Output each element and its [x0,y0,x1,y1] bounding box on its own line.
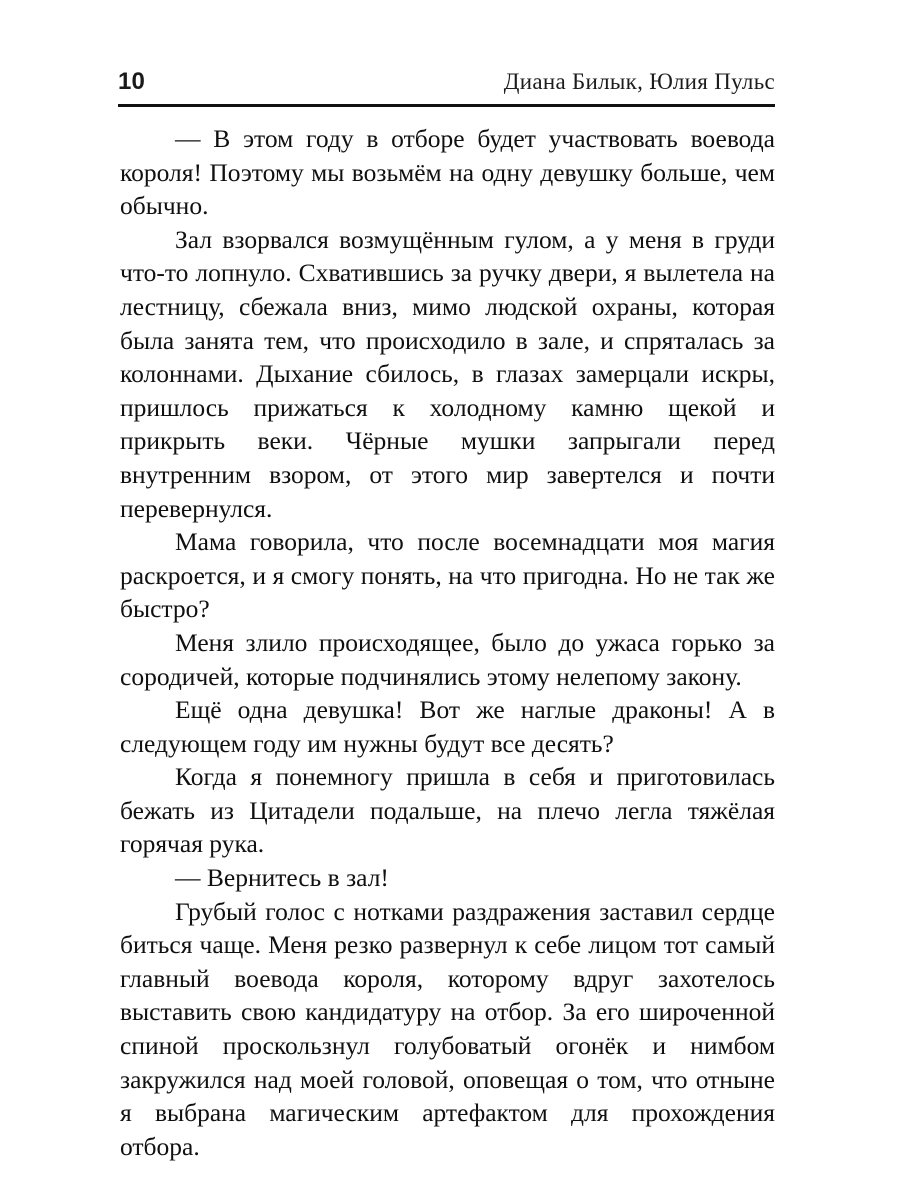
body-paragraph: — В этом году в отборе будет участвовать воевода короля! Поэтому мы возьмём на одну девушку больше, чем обычно. [120,124,775,221]
header-authors: Диана Билык, Юлия Пульс [503,69,775,94]
body-paragraph: Ещё одна девушка! Вот же наглые драконы! А в следующем году им нужны будут все десять? [120,695,775,758]
page-number: 10 [118,68,146,95]
body-paragraph: — Вернитесь в зал! [175,863,389,893]
body-paragraph: Грубый голос с нотками раздражения заставил сердце биться чаще. Меня резко развернул к себе лицом тот самый главный воевода короля, которому вдруг захотелось выставить свою кандидатуру на отбор. За его широченной спиной проскользнул голубоватый огонёк и нимбом закружился над моей головой, оповещая о том, что отныне я выбрана магическим артефактом для прохождения отбора. [120,896,775,1161]
body-paragraph: Зал взорвался возмущённым гулом, а у меня в груди что-то лопнуло. Схватившись за ручку двери, я вылетела на лестницу, сбежала вниз, мимо людской охраны, которая была занята тем, что происходило в зале, и спряталась за колоннами. Дыхание сбилось, в глазах замерцали искры, пришлось прижаться к холодному камню щекой и прикрыть веки. Чёрные мушки запрыгали перед внутренним взором, от этого мир завертелся и почти перевернулся. [120,224,775,523]
body-paragraph: Когда я понемногу пришла в себя и приготовилась бежать из Цитадели подальше, на плечо легла тяжёлая горячая рука. [120,762,775,859]
body-paragraph: Меня злило происходящее, было до ужаса горько за сородичей, которые подчинялись этому нелепому закону. [120,627,775,691]
header-rule [118,104,775,107]
body-text-block [120,122,775,1163]
running-header [118,70,775,94]
body-paragraph: Мама говорила, что после восемнадцати моя магия раскроется, и я смогу понять, на что пригодна. Но не так же быстро? [120,527,775,624]
